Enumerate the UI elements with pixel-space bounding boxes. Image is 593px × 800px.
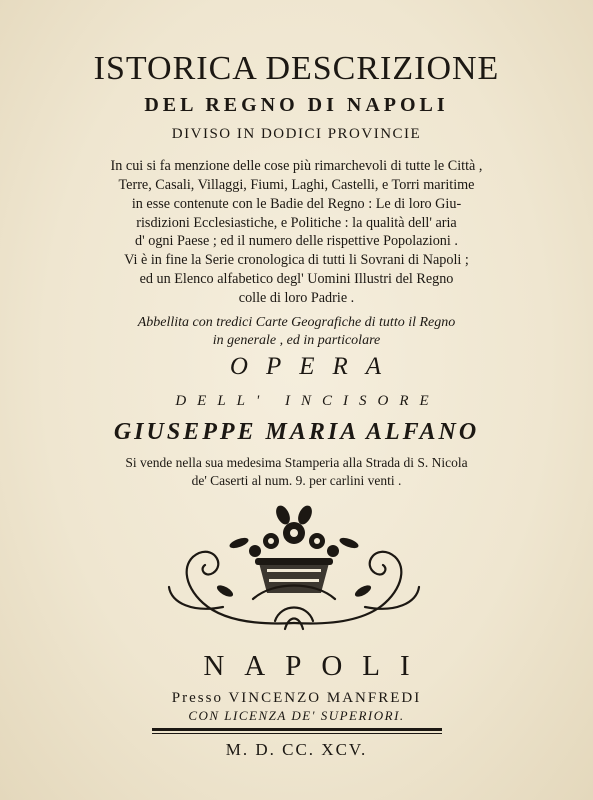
engraver-line: DELL' INCISORE	[175, 393, 440, 409]
main-title: ISTORICA DESCRIZIONE	[93, 50, 500, 87]
body-line: Terre, Casali, Villaggi, Fiumi, Laghi, Castelli, e Torri maritime	[118, 177, 475, 193]
kingdom-subtitle: DEL REGNO DI NAPOLI	[144, 94, 449, 116]
body-line: Vi è in fine la Serie cronologica di tutti li Sovrani di Napoli ;	[124, 252, 469, 268]
body-line: risdizioni Ecclesiastiche, e Politiche : la qualità dell' aria	[136, 215, 457, 231]
double-rule-thin	[152, 733, 442, 734]
opera-heading: OPERA	[229, 353, 400, 380]
imprint-city: NAPOLI	[203, 650, 430, 682]
double-rule-thick	[152, 728, 442, 731]
provinces-line: DIVISO IN DODICI PROVINCIE	[171, 126, 422, 142]
author-name: GIUSEPPE MARIA ALFANO	[113, 419, 480, 445]
floral-basket-vignette-icon	[163, 503, 425, 638]
italic-line: Abbellita con tredici Carte Geografiche di tutto il Regno	[137, 315, 456, 330]
imprint-year: M. D. CC. XCV.	[225, 740, 368, 759]
body-line: In cui si fa menzione delle cose più rimarchevoli di tutte le Città ,	[110, 158, 483, 174]
sale-line: de' Caserti al num. 9. per carlini venti .	[191, 473, 402, 488]
body-line: in esse contenute con le Badie del Regno : Le di loro Giu-	[131, 196, 462, 212]
sale-line: Si vende nella sua medesima Stamperia alla Strada di S. Nicola	[125, 455, 468, 470]
imprint-printer: Presso VINCENZO MANFREDI	[171, 690, 422, 706]
italic-line: in generale , ed in particolare	[212, 333, 381, 348]
body-line: ed un Elenco alfabetico degl' Uomini Illustri del Regno	[139, 271, 454, 287]
imprint-license: CON LICENZA DE' SUPERIORI.	[188, 708, 405, 723]
body-line: d' ogni Paese ; ed il numero delle rispettive Popolazioni .	[135, 233, 458, 249]
body-line: colle di loro Padrie .	[238, 290, 355, 306]
